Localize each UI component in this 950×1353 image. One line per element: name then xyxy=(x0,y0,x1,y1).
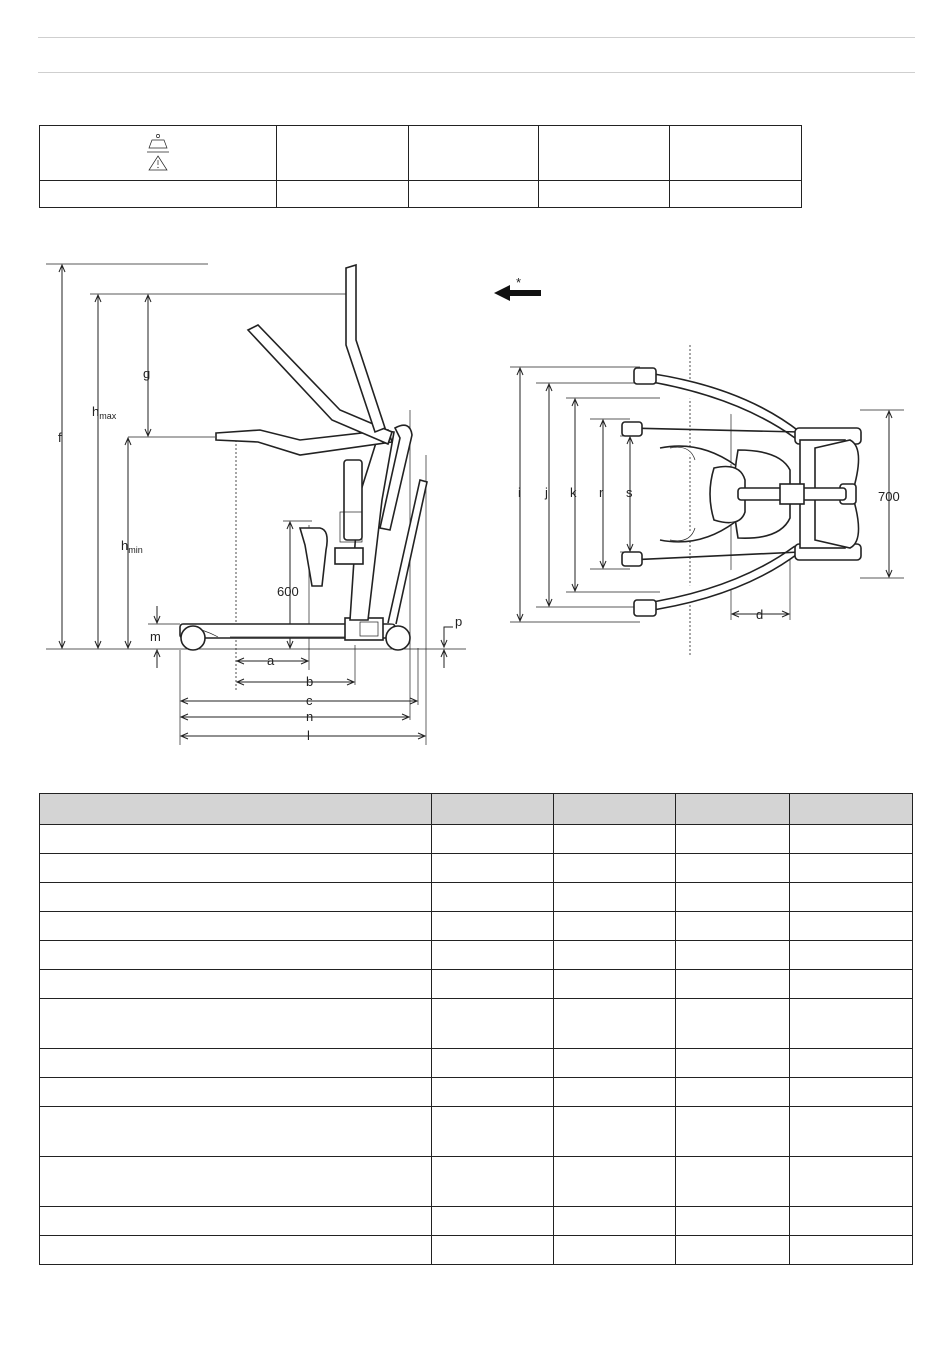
load-warning-icon xyxy=(143,132,173,172)
dimensions-table xyxy=(39,793,913,1265)
table-row xyxy=(40,941,913,970)
table-row xyxy=(40,970,913,999)
load-icon-cell xyxy=(40,126,277,181)
dim-k-label: k xyxy=(570,485,577,500)
load-cell xyxy=(409,126,539,181)
table-row xyxy=(40,1236,913,1265)
header-rule-bottom xyxy=(38,72,915,73)
dim-a-label: a xyxy=(267,653,275,668)
table-header-cell xyxy=(40,794,432,825)
side-view xyxy=(46,264,466,745)
table-row xyxy=(40,912,913,941)
load-cell xyxy=(670,181,802,208)
header-rule-top xyxy=(38,37,915,38)
dim-700-label: 700 xyxy=(878,489,900,504)
dim-p-label: p xyxy=(455,614,463,629)
table-row xyxy=(40,1107,913,1157)
dim-b-label: b xyxy=(306,674,314,689)
dim-m-label: m xyxy=(150,629,161,644)
dim-g-label: g xyxy=(143,366,151,381)
load-table xyxy=(39,125,802,208)
table-row xyxy=(40,1049,913,1078)
table-row xyxy=(40,883,913,912)
dim-hmax-label: $h_{max}$ xyxy=(92,404,117,421)
dim-f-label: f xyxy=(58,430,62,445)
dim-r-label: r xyxy=(599,485,604,500)
table-row xyxy=(40,999,913,1049)
dim-j-label: j xyxy=(545,485,548,500)
dim-600-label: 600 xyxy=(277,584,299,599)
load-cell xyxy=(409,181,539,208)
dim-i-label: i xyxy=(518,485,521,500)
table-row xyxy=(40,854,913,883)
dim-d-label: d xyxy=(756,607,764,622)
dim-n-label: n xyxy=(306,709,314,724)
arrow-asterisk-label: * xyxy=(516,275,522,290)
load-cell xyxy=(670,126,802,181)
load-cell xyxy=(539,126,670,181)
table-header-cell xyxy=(676,794,790,825)
table-header-cell xyxy=(554,794,676,825)
table-row xyxy=(40,1078,913,1107)
table-header-cell xyxy=(432,794,554,825)
dim-s-label: s xyxy=(626,485,633,500)
table-header-cell xyxy=(790,794,913,825)
table-row xyxy=(40,825,913,854)
load-cell xyxy=(539,181,670,208)
table-row xyxy=(40,1207,913,1236)
load-cell xyxy=(277,126,409,181)
dim-l-label: l xyxy=(307,728,310,743)
dimension-diagram xyxy=(0,245,950,765)
table-row xyxy=(40,1157,913,1207)
dim-c-label: c xyxy=(306,693,313,708)
top-view xyxy=(510,345,904,655)
load-cell xyxy=(277,181,409,208)
load-cell xyxy=(40,181,277,208)
dim-hmin-label: $h_{min}$ xyxy=(121,538,143,555)
